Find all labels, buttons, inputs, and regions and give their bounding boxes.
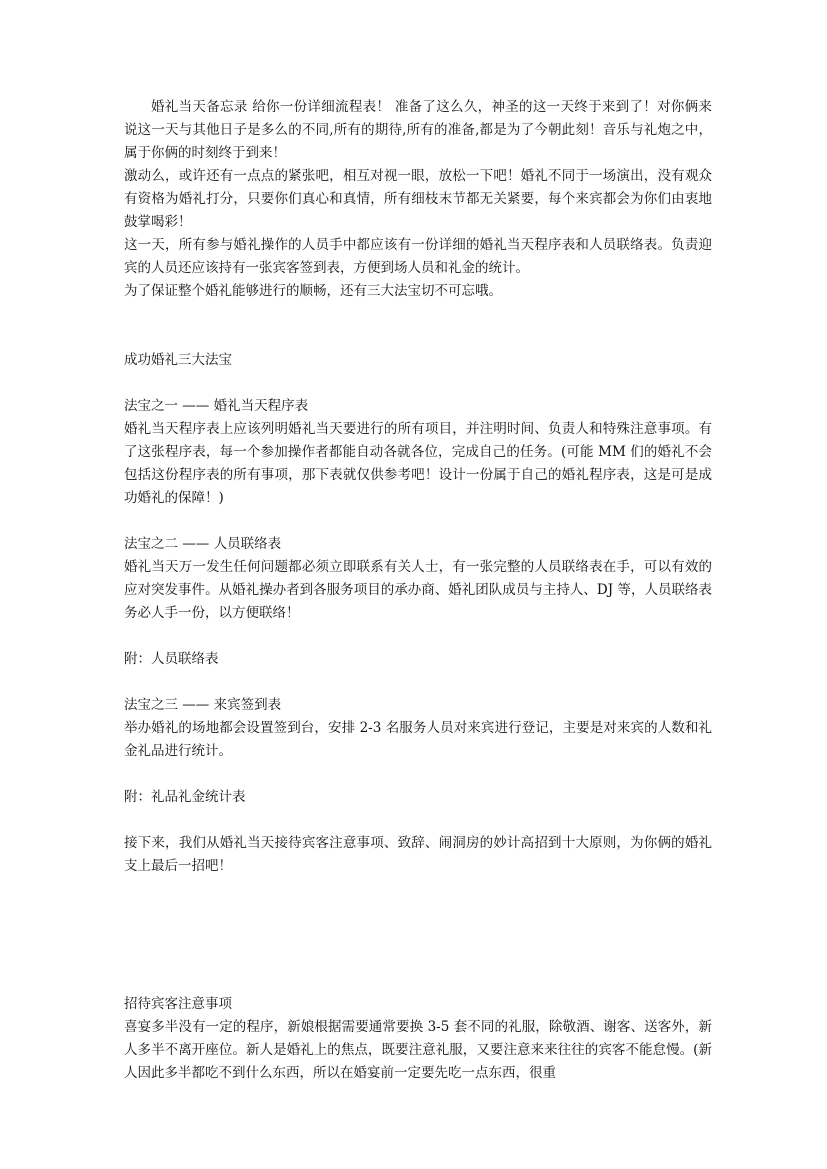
spacer: [124, 924, 712, 970]
treasure-2-body: 婚礼当天万一发生任何问题都必须立即联系有关人士，有一张完整的人员联络表在手，可以有效的应对突发事件。从婚礼操办者到各服务项目的承办商、婚礼团队成员与主持人、DJ 等，人员联络表务必人手一份，以方便联络！: [124, 559, 712, 621]
spacer: [124, 763, 712, 786]
intro-paragraph-2: 激动么，或许还有一点点的紧张吧，相互对视一眼，放松一下吧！婚礼不同于一场演出，没有观众有资格为婚礼打分，只要你们真心和真情，所有细枝末节都无关紧要，每个来宾都会为你们由衷地鼓掌喝彩！: [124, 168, 712, 230]
guest-section-heading: 招待宾客注意事项: [124, 996, 232, 1012]
transition-paragraph: 接下来，我们从婚礼当天接待宾客注意事项、致辞、闹洞房的妙计高招到十大原则，为你俩的婚礼支上最后一招吧！: [124, 835, 712, 874]
treasure-3-appendix: 附：礼品礼金统计表: [124, 789, 246, 805]
treasure-1-heading: 法宝之一 —— 婚礼当天程序表: [124, 398, 309, 414]
intro-paragraph-3: 这一天，所有参与婚礼操作的人员手中都应该有一份详细的婚礼当天程序表和人员联络表。负责迎宾的人员还应该持有一张宾客签到表，方便到场人员和礼金的统计。: [124, 237, 712, 276]
spacer: [124, 625, 712, 648]
document-page: [124, 96, 712, 1085]
spacer: [124, 372, 712, 395]
guest-section-body: 喜宴多半没有一定的程序，新娘根据需要通常要换 3-5 套不同的礼服，除敬酒、谢客、送客外，新人多半不离开座位。新人是婚礼上的焦点，既要注意礼服，又要注意来来往往的宾客不能怠慢。(新人因此多半都吃不到什么东西，所以在婚宴前一定要先吃一点东西，很重: [124, 1019, 712, 1081]
treasure-2-heading: 法宝之二 —— 人员联络表: [124, 536, 282, 552]
treasure-1-body: 婚礼当天程序表上应该列明婚礼当天要进行的所有项目，并注明时间、负责人和特殊注意事项。有了这张程序表，每一个参加操作者都能自动各就各位，完成自己的任务。(可能 MM 们的婚礼不会包括这份程序表的所有事项，那下表就仅供参考吧！设计一份属于自己的婚礼程序表，这是可是成功婚礼的保障！): [124, 421, 712, 506]
treasure-3-heading: 法宝之三 —— 来宾签到表: [124, 697, 282, 713]
section-title: 成功婚礼三大法宝: [124, 352, 232, 368]
intro-paragraph-4: 为了保证整个婚礼能够进行的顺畅，还有三大法宝切不可忘哦。: [124, 283, 502, 299]
spacer: [124, 671, 712, 694]
spacer: [124, 809, 712, 832]
spacer: [124, 970, 712, 993]
intro-paragraph: 婚礼当天备忘录 给你一份详细流程表！ 准备了这么久，神圣的这一天终于来到了！对你俩来说这一天与其他日子是多么的不同,所有的期待,所有的准备,都是为了今朝此刻！音乐与礼炮之中，属于你俩的时刻终于到来！: [124, 99, 712, 161]
treasure-2-appendix: 附：人员联络表: [124, 651, 219, 667]
spacer: [124, 878, 712, 924]
spacer: [124, 303, 712, 349]
treasure-3-body: 举办婚礼的场地都会设置签到台，安排 2-3 名服务人员对来宾进行登记，主要是对来宾的人数和礼金礼品进行统计。: [124, 720, 712, 759]
spacer: [124, 510, 712, 533]
